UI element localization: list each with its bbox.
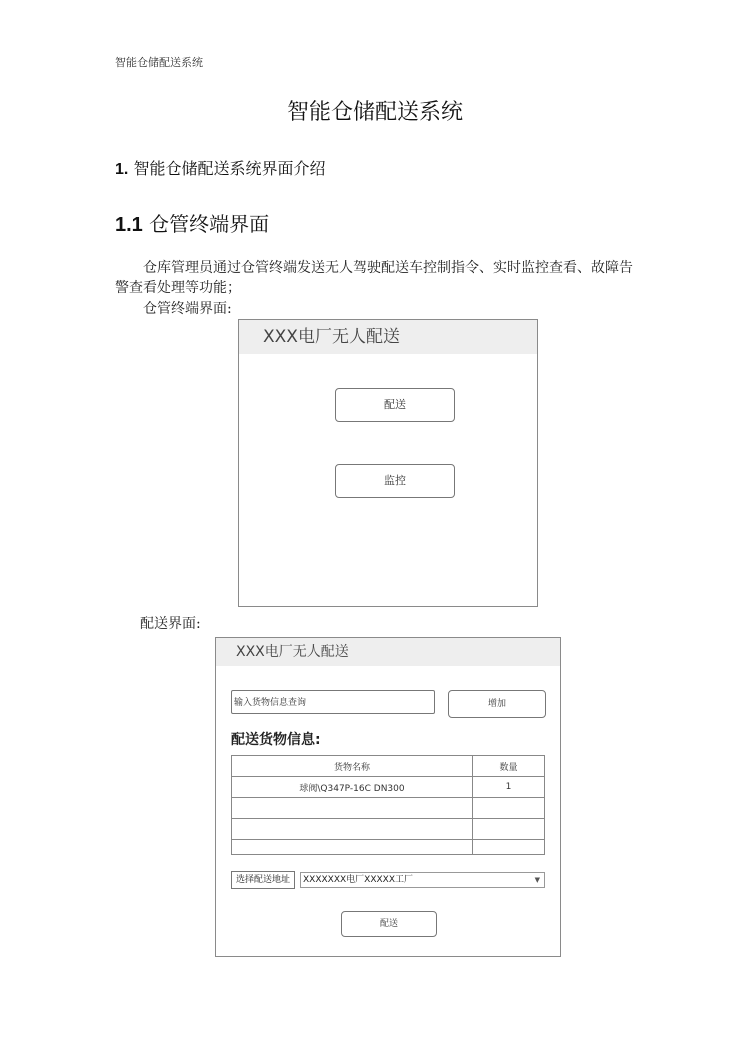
chevron-down-icon: ▼ [534,876,540,884]
goods-search-input[interactable]: 输入货物信息查询 [231,690,435,714]
goods-quantity-cell: 1 [473,777,545,798]
monitor-button[interactable]: 监控 [335,464,455,498]
table-header-row [232,756,545,777]
select-address-button[interactable]: 选择配送地址 [231,871,295,889]
mockup-title: XXX电厂无人配送 [239,320,537,354]
submit-delivery-button[interactable]: 配送 [341,911,437,937]
address-value: XXXXXXX电厂XXXXX工厂 [303,875,413,885]
address-select[interactable] [300,872,545,888]
section-heading-1-1 [115,208,269,237]
column-header-quantity: 数量 [473,756,545,777]
goods-table [231,755,545,855]
terminal-mockup [238,319,538,607]
mockup-title: XXX电厂无人配送 [216,638,560,666]
running-header: 智能仓储配送系统 [115,56,203,69]
column-header-name: 货物名称 [232,756,473,777]
goods-section-title: 配送货物信息: [231,732,321,748]
section-title: 仓管终端界面 [149,212,270,236]
table-row[interactable] [232,798,545,819]
goods-name-cell [232,819,473,840]
delivery-button[interactable]: 配送 [335,388,455,422]
goods-name-cell [232,840,473,855]
goods-name-cell [232,798,473,819]
section-number: 1. [115,161,129,178]
delivery-mockup [215,637,561,957]
goods-quantity-cell [473,840,545,855]
document-title: 智能仓储配送系统 [286,100,463,125]
add-button[interactable]: 增加 [448,690,546,718]
caption-terminal: 仓管终端界面: [143,301,232,317]
goods-name-cell: 球阀\Q347P-16C DN300 [232,777,473,798]
goods-quantity-cell [473,798,545,819]
table-row[interactable] [232,777,545,798]
intro-paragraph: 仓库管理员通过仓管终端发送无人驾驶配送车控制指令、实时监控查看、故障告警查看处理等功能； [115,260,633,296]
table-row[interactable] [232,819,545,840]
section-number: 1.1 [115,214,143,236]
section-heading-1 [115,156,325,179]
section-title: 智能仓储配送系统界面介绍 [133,159,326,178]
goods-quantity-cell [473,819,545,840]
caption-delivery: 配送界面: [140,616,201,632]
table-row[interactable] [232,840,545,855]
